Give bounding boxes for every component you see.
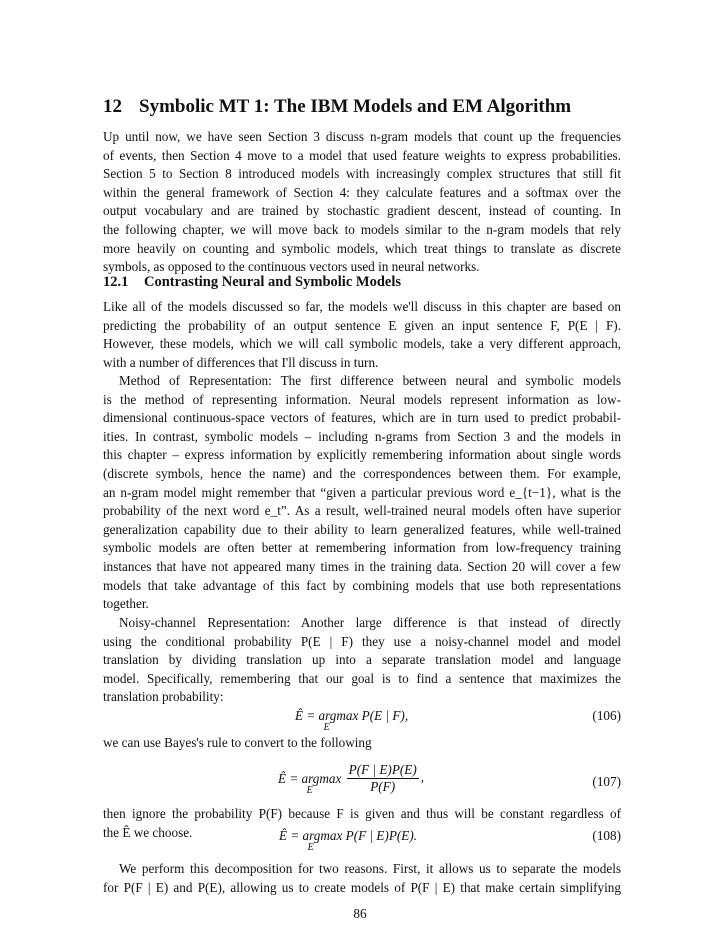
text-line: together. [103,596,149,612]
equation-tail: , [420,769,425,785]
text-line: (discrete symbols, hence the name) and the correspondences between them. For example, [103,465,621,481]
text-line: the following chapter, we will move back to models similar to the n-gram models that rely [103,221,621,237]
section-title: Symbolic MT 1: The IBM Models and EM Algorithm [139,96,572,117]
equation-subscript: E [307,842,314,853]
equation-number: (108) [592,828,621,843]
text-line: Up until now, we have seen Section 3 discuss n-gram models that count up the frequencies [103,129,621,144]
paragraph-representation [103,372,621,614]
text-line: using the conditional probability P(E | F) they use a noisy-channel model and model [103,633,621,649]
text-line: Method of Representation: The first difference between neural and symbolic models [119,373,621,388]
text-line: Like all of the models discussed so far, the models we'll discuss in this chapter are based on [103,299,621,314]
equation-rhs: P(E | F), [361,708,409,723]
text-line: instances that have not appeared many times in the training data. Section 20 will cover a few [103,558,621,574]
text-line: for P(F | E) and P(E), allowing us to create models of P(F | E) that make certain simplifying [103,879,621,895]
text-line: model. Specifically, remembering that our goal is to find a sentence that maximizes the [103,670,621,686]
text-line: output vocabulary and are trained by stochastic gradient descent, instead of counting. In [103,203,621,219]
subsection-heading [103,274,623,291]
text-line: symbols, as opposed to the continuous vectors used in neural networks. [103,259,480,275]
text-line: within the general framework of Section 4: they calculate features and a softmax over the [103,184,621,200]
fraction-denominator: P(F) [370,779,396,794]
text-line: ities. In contrast, symbolic models – including n-grams from Section 3 and the models in [103,428,621,444]
subsection-number: 12.1 [103,274,129,290]
equation-rhs: P(F | E)P(E). [345,828,418,843]
text-line: However, these models, which we will call symbolic models, take a very different approach, [103,336,621,352]
equation-lhs: Ê = argmax [279,828,343,843]
text-line: translation by dividing translation up into a separate translation model and language [103,652,621,668]
text-line: Noisy-channel Representation: Another large difference is that instead of directly [119,615,621,630]
text-line: symbolic models are often better at remembering information from low-frequency training [103,540,621,556]
text-line: of events, then Section 4 move to a model that used feature weights to express probabilities. [103,147,621,163]
fraction-numerator: P(F | E)P(E) [348,762,417,777]
equation-107 [103,762,621,804]
text-line: probability of the next word e_t”. As a result, well-trained neural models often have superior [103,503,621,519]
equation-lhs: Ê = argmax [278,770,342,786]
text-line: translation probability: [103,689,224,705]
text-line: models that take advantage of this fact by combining models that use both representations [103,577,621,593]
page-number: 86 [353,906,367,921]
text-line: this chapter – express information by explicitly remembering information about single words [103,447,621,463]
subsection-title: Contrasting Neural and Symbolic Models [144,274,401,290]
equation-number: (107) [592,774,621,789]
equation-number: (106) [592,708,621,723]
equation-108 [103,828,621,854]
equation-lhs: Ê = argmax [295,708,359,723]
text-line: more heavily on counting and symbolic models, which treat things to translate as discrete [103,240,621,256]
text-line: then ignore the probability P(F) because F is given and thus will be constant regardless of [103,806,621,821]
text-line: generalization capability due to their ability to learn generalized features, while well-trained [103,521,621,537]
equation-106 [103,708,621,734]
text-line: an n-gram model might remember that “given a particular previous word e_{t−1}, what is the [103,484,621,500]
intro-paragraph [103,128,621,277]
equation-subscript: E [323,722,330,733]
text-line: with a number of differences that I'll discuss in turn. [103,354,379,370]
text-line: Section 5 to Section 8 introduced models with increasingly complex structures that still fit [103,166,621,182]
equation-subscript: E [306,784,313,796]
text-line: we can use Bayes's rule to convert to the following [103,735,372,750]
paragraph-contrast [103,298,621,372]
section-heading [103,96,623,118]
equation-fraction [347,762,419,795]
text-line: the Ê we choose. [103,824,193,840]
text-line: predicting the probability of an output sentence E given an input sentence F, P(E | F). [103,317,621,333]
paragraph-decomposition [103,860,621,897]
text-line: dimensional continuous-space vectors of features, which are in turn used to predict probabil- [103,410,621,426]
paragraph-noisy-channel [103,614,621,707]
text-line: We perform this decomposition for two reasons. First, it allows us to separate the models [119,861,621,876]
section-number: 12 [103,96,122,117]
text-bayes [103,734,621,753]
text-line: is the method of representing information. Neural models represent information as low- [103,391,621,407]
